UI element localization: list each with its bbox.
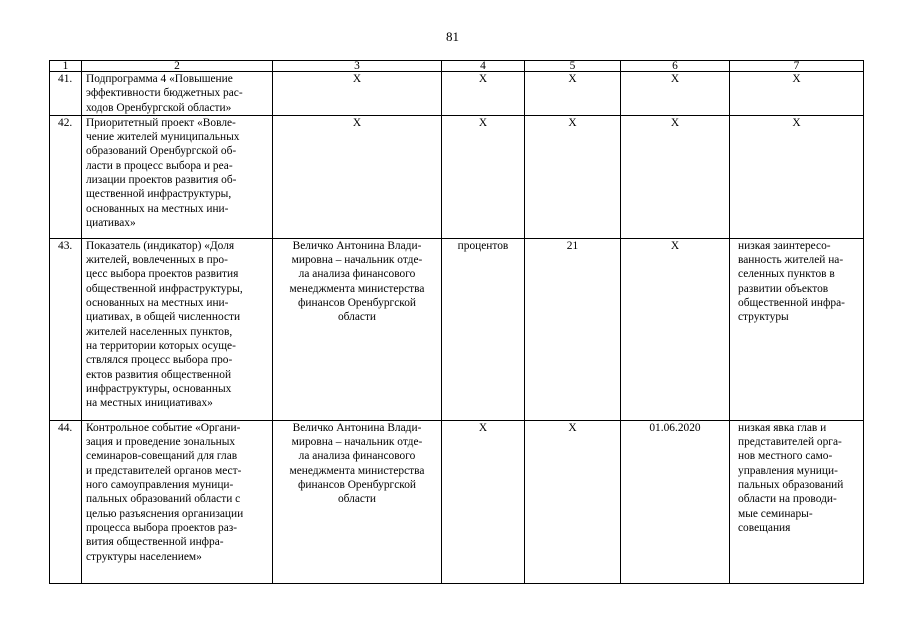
text-line: циативах»	[86, 216, 136, 229]
text-line: пальных образований	[738, 479, 844, 492]
text-line: процесса выбора проектов раз-	[86, 521, 238, 534]
text-line: Приоритетный проект «Вовле-	[86, 116, 236, 129]
text-line: чение жителей муниципальных	[86, 131, 240, 144]
text-line: на местных инициативах»	[86, 397, 213, 410]
text-line: ектов развития общественной	[86, 368, 232, 381]
text-line: Подпрограмма 4 «Повышение	[86, 73, 233, 85]
text-line: эффективности бюджетных рас-	[86, 87, 243, 100]
text-line: семинаров-совещаний для глав	[86, 450, 238, 463]
text-line: цесс выбора проектов развития	[86, 268, 239, 281]
text-line: инфраструктуры, основанных	[86, 382, 232, 395]
table-row	[50, 72, 864, 116]
risk-cell	[730, 238, 864, 420]
text-line: менеджмента министерства	[289, 464, 425, 477]
value-cell: 21	[525, 238, 621, 420]
text-line: Величко Антонина Влади-	[292, 421, 422, 434]
column-header: 2	[82, 61, 273, 72]
item-name-cell	[82, 115, 273, 238]
text-line: ла анализа финансового	[298, 450, 416, 463]
date-cell: 01.06.2020	[621, 420, 730, 583]
text-line: Величко Антонина Влади-	[292, 239, 422, 252]
text-line: управления муници-	[738, 464, 838, 477]
text-line: нов местного само-	[738, 450, 833, 463]
text-line: основанных на местных ини-	[86, 202, 229, 215]
text-line: целью разъяснения организации	[86, 507, 244, 520]
text-line: X	[352, 116, 362, 129]
text-line: пальных образований области с	[86, 493, 241, 506]
value-cell: X	[525, 115, 621, 238]
text-line: жителей населенных пунктов,	[86, 325, 233, 338]
text-line: финансов Оренбургской	[298, 297, 416, 310]
text-line: X	[352, 73, 362, 85]
date-cell: X	[621, 115, 730, 238]
table-row	[50, 115, 864, 238]
text-line: ласти в процесс выбора и реа-	[86, 159, 233, 172]
text-line: области на проводи-	[738, 493, 837, 506]
unit-cell: X	[442, 72, 525, 116]
text-line: мировна – начальник отде-	[291, 254, 423, 267]
value-cell: X	[525, 420, 621, 583]
responsible-cell	[273, 72, 442, 116]
text-line: зация и проведение зональных	[86, 436, 236, 449]
risk-cell	[730, 115, 864, 238]
column-header: 6	[621, 61, 730, 72]
column-header: 5	[525, 61, 621, 72]
text-line: селенных пунктов в	[738, 268, 835, 281]
text-line: структуры населением»	[86, 550, 202, 563]
text-line: ла анализа финансового	[298, 268, 416, 281]
text-line: мые семинары-	[738, 507, 813, 520]
page-number: 81	[446, 29, 459, 44]
responsible-cell	[273, 115, 442, 238]
text-line: представителей орга-	[738, 436, 842, 449]
text-line: развитии объектов	[738, 282, 829, 295]
column-header: 7	[730, 61, 864, 72]
text-line: низкая заинтересо-	[738, 239, 831, 252]
text-line: Показатель (индикатор) «Доля	[86, 239, 235, 252]
text-line: X	[792, 73, 801, 85]
value-cell: X	[525, 72, 621, 116]
table-body	[50, 72, 864, 584]
column-header: 4	[442, 61, 525, 72]
text-line: структуры	[738, 311, 789, 324]
unit-cell: X	[442, 115, 525, 238]
unit-cell: X	[442, 420, 525, 583]
row-number: 41.	[50, 72, 82, 116]
table-row	[50, 238, 864, 420]
table-row	[50, 420, 864, 583]
item-name-cell	[82, 420, 273, 583]
date-cell: X	[621, 238, 730, 420]
item-name-cell	[82, 72, 273, 116]
text-line: и представителей органов мест-	[86, 464, 242, 477]
text-line: ного самоуправления муници-	[86, 479, 234, 492]
responsible-cell	[273, 420, 442, 583]
column-header: 3	[273, 61, 442, 72]
text-line: основанных на местных ини-	[86, 297, 229, 310]
responsible-cell	[273, 238, 442, 420]
text-line: совещания	[738, 521, 791, 534]
text-line: вития общественной инфра-	[86, 536, 224, 549]
text-line: области	[337, 493, 377, 506]
row-number: 44.	[50, 420, 82, 583]
text-line: Контрольное событие «Органи-	[86, 421, 241, 434]
text-line: ванность жителей на-	[738, 254, 844, 267]
text-line: ствлялся процесс выбора про-	[86, 354, 233, 367]
text-line: менеджмента министерства	[289, 282, 425, 295]
text-line: образований Оренбургской об-	[86, 145, 237, 158]
text-line: лизации проектов развития об-	[86, 174, 237, 187]
item-name-cell	[82, 238, 273, 420]
row-number: 42.	[50, 115, 82, 238]
text-line: мировна – начальник отде-	[291, 436, 423, 449]
program-table	[49, 60, 864, 584]
text-line: финансов Оренбургской	[298, 479, 416, 492]
unit-cell: процентов	[442, 238, 525, 420]
text-line: на территории которых осуще-	[86, 339, 236, 352]
text-line: жителей, вовлеченных в про-	[86, 254, 228, 267]
text-line: общественной инфра-	[738, 297, 845, 310]
text-line: области	[337, 311, 377, 324]
risk-cell	[730, 72, 864, 116]
text-line: общественной инфраструктуры,	[86, 282, 243, 295]
risk-cell	[730, 420, 864, 583]
date-cell: X	[621, 72, 730, 116]
text-line: низкая явка глав и	[738, 421, 827, 434]
column-header: 1	[50, 61, 82, 72]
row-number: 43.	[50, 238, 82, 420]
column-number-row	[50, 61, 864, 72]
text-line: X	[792, 116, 801, 129]
text-line: ходов Оренбургской области»	[86, 101, 232, 114]
text-line: циативах, в общей численности	[86, 311, 241, 324]
text-line: щественной инфраструктуры,	[86, 188, 232, 201]
